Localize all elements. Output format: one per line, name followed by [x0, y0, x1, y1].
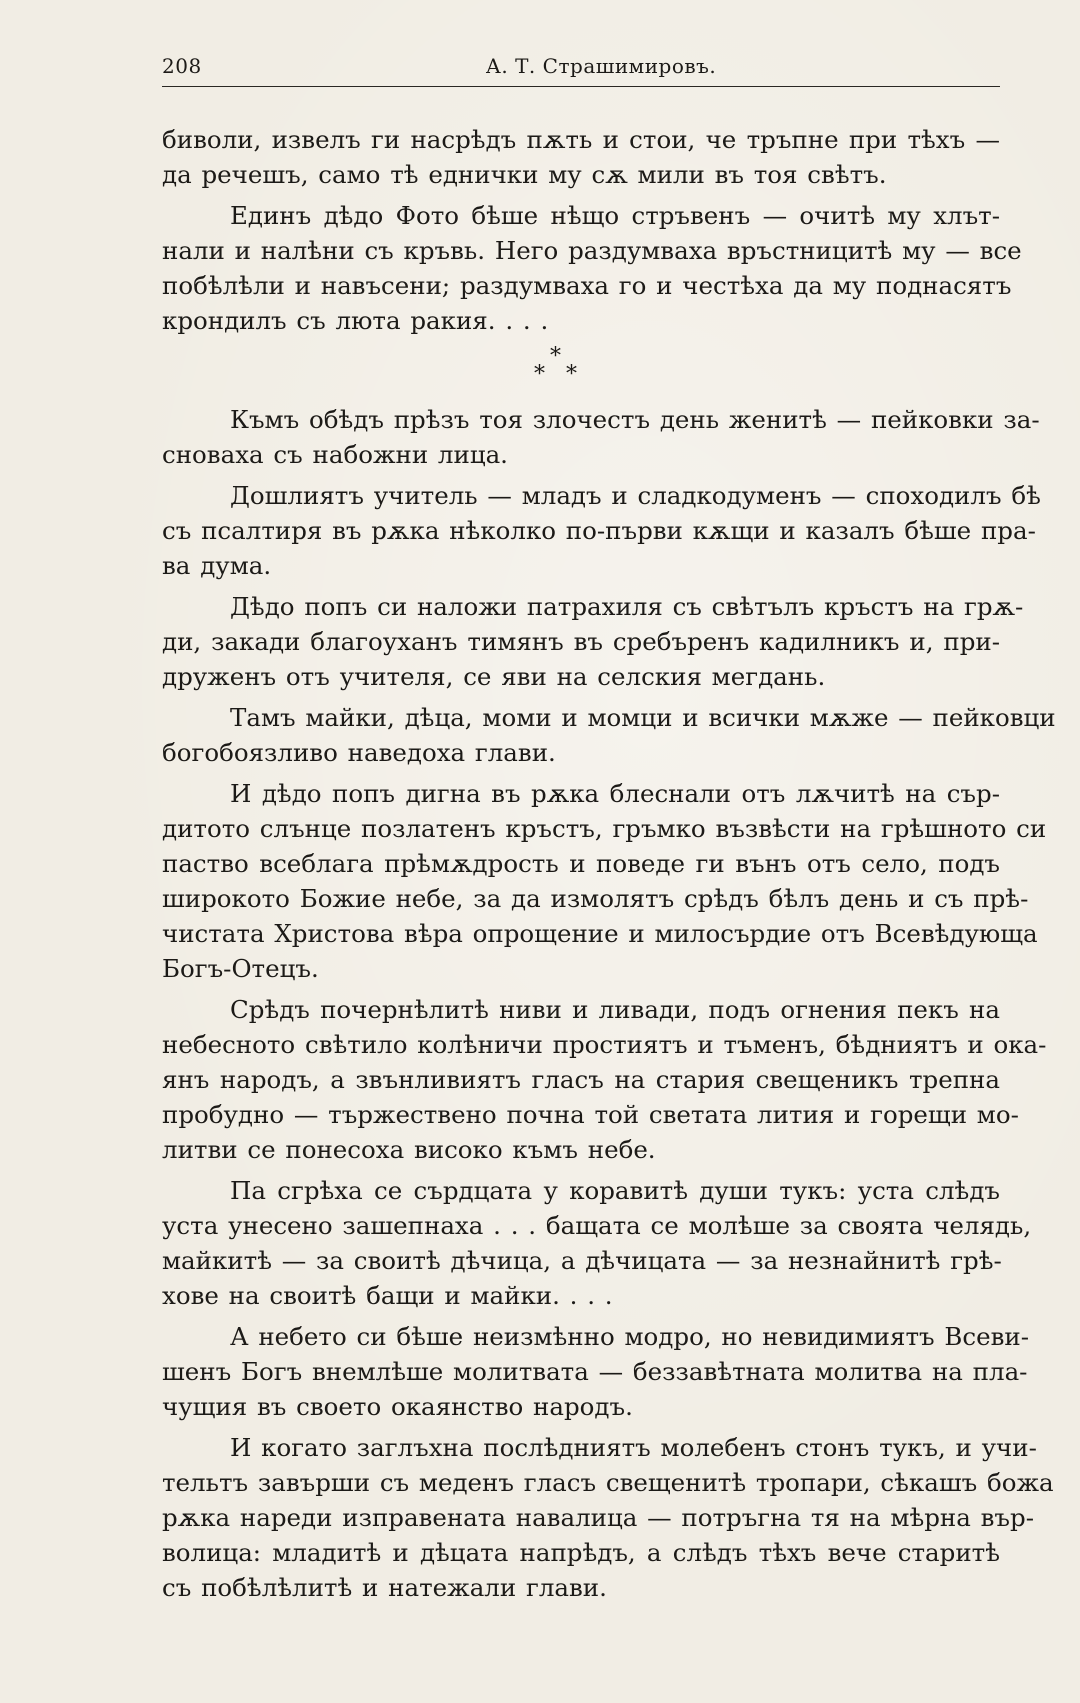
- text-line: тельтъ завърши съ меденъ гласъ свещенитѣ тропари, сѣкашъ божа: [162, 1468, 1054, 1497]
- section-break-asterism: [162, 344, 1000, 402]
- asterism-star: *: [566, 362, 577, 387]
- text-line: пробудно — тържествено почна той светата лития и горещи мо-: [162, 1100, 1019, 1129]
- text-line: широкото Божие небе, за да измолятъ срѣдъ бѣлъ день и съ прѣ-: [162, 884, 1029, 913]
- text-section-before-break: [162, 122, 1022, 338]
- text-line: ди, закади благоуханъ тимянъ въ сребъренъ кадилникъ и, при-: [162, 627, 1000, 656]
- text-line: съ псалтиря въ рѫка нѣколко по-първи кѫщи и казалъ бѣше пра-: [162, 516, 1036, 545]
- text-line: янъ народъ, а звънливиятъ гласъ на стария свещеникъ трепна: [162, 1065, 1000, 1094]
- text-line: Къмъ обѣдъ прѣзъ тоя злочестъ день женитѣ — пейковки за-: [230, 405, 1040, 434]
- text-line: Срѣдъ почернѣлитѣ ниви и ливади, подъ огнения пекъ на: [230, 995, 1000, 1024]
- text-line: И дѣдо попъ дигна въ рѫка блеснали отъ лѫчитѣ на сър-: [230, 779, 1000, 808]
- text-line: рѫка нареди изправената навалица — потръгна тя на мѣрна вър-: [162, 1503, 1034, 1532]
- text-line: литви се понесоха високо къмъ небе.: [162, 1135, 656, 1164]
- text-line: И когато заглъхна послѣдниятъ молебенъ стонъ тукъ, и учи-: [230, 1433, 1037, 1462]
- text-line: Дошлиятъ учитель — младъ и сладкодуменъ — споходилъ бѣ: [230, 481, 1041, 510]
- text-line: хове на своитѣ бащи и майки. . . .: [162, 1281, 613, 1310]
- text-line: съ побѣлѣлитѣ и натежали глави.: [162, 1573, 607, 1602]
- paragraph: [162, 1430, 1054, 1605]
- paragraph: [162, 992, 1047, 1167]
- text-section-after-break: [162, 402, 1056, 1605]
- page-header: [162, 50, 1000, 86]
- text-line: да речешъ, само тѣ еднички му сѫ мили въ тоя свѣтъ.: [162, 160, 887, 189]
- text-line: паство всеблага прѣмѫдрость и поведе ги вънъ отъ село, подъ: [162, 849, 1000, 878]
- text-line: шенъ Богъ внемлѣше молитвата — беззавѣтната молитва на пла-: [162, 1357, 1028, 1386]
- paragraph: [162, 1173, 1032, 1313]
- text-line: друженъ отъ учителя, се яви на селския мегдань.: [162, 662, 826, 691]
- asterism-star: *: [550, 344, 561, 369]
- paragraph: [162, 776, 1047, 986]
- header-rule: [162, 86, 1000, 87]
- text-line: Па сгрѣха се сърдцата у коравитѣ души тукъ: уста слѣдъ: [230, 1176, 1000, 1205]
- text-line: Единъ дѣдо Фото бѣше нѣщо стръвенъ — очитѣ му хлът-: [230, 201, 1000, 230]
- text-line: ва дума.: [162, 551, 272, 580]
- text-line: майкитѣ — за своитѣ дѣчица, а дѣчицата — за незнайнитѣ грѣ-: [162, 1246, 1002, 1275]
- text-line: уста унесено зашепнаха . . . бащата се молѣше за своята челядь,: [162, 1211, 1032, 1240]
- text-line: богобоязливо наведоха глави.: [162, 738, 556, 767]
- paragraph: [162, 122, 1000, 192]
- text-line: крондилъ съ люта ракия. . . .: [162, 306, 549, 335]
- paragraph: [162, 1319, 1030, 1424]
- text-line: Богъ-Отецъ.: [162, 954, 319, 983]
- paragraph: [162, 402, 1040, 472]
- text-line: биволи, извелъ ги насрѣдъ пѫть и стои, че тръпне при тѣхъ —: [162, 125, 1000, 154]
- page-number: 208: [162, 54, 202, 78]
- text-line: чистата Христова вѣра опрощение и милосърдие отъ Всевѣдующа: [162, 919, 1038, 948]
- text-line: чущия въ своето окаянство народъ.: [162, 1392, 633, 1421]
- text-line: Дѣдо попъ си наложи патрахиля съ свѣтълъ кръстъ на грѫ-: [230, 592, 1024, 621]
- paragraph: [162, 198, 1022, 338]
- paragraph: [162, 589, 1024, 694]
- paragraph: [162, 700, 1056, 770]
- text-line: Тамъ майки, дѣца, моми и момци и всички мѫже — пейковци: [230, 703, 1056, 732]
- body-text: [162, 122, 1056, 1605]
- paragraph: [162, 478, 1041, 583]
- asterism-star: *: [534, 362, 545, 387]
- text-line: волица: младитѣ и дѣцата напрѣдъ, а слѣдъ тѣхъ вече старитѣ: [162, 1538, 1000, 1567]
- text-line: нали и налѣни съ кръвь. Него раздумваха връстницитѣ му — все: [162, 236, 1022, 265]
- text-line: дитото слънце позлатенъ кръстъ, гръмко възвѣсти на грѣшното си: [162, 814, 1047, 843]
- text-line: небесното свѣтило колѣничи простиятъ и тъменъ, бѣдниятъ и ока-: [162, 1030, 1047, 1059]
- text-line: побѣлѣли и навъсени; раздумваха го и честѣха да му поднасятъ: [162, 271, 1012, 300]
- running-title: А. Т. Страшимировъ.: [485, 54, 717, 78]
- text-line: А небето си бѣше неизмѣнно модро, но невидимиятъ Всеви-: [230, 1322, 1030, 1351]
- text-line: сноваха съ набожни лица.: [162, 440, 508, 469]
